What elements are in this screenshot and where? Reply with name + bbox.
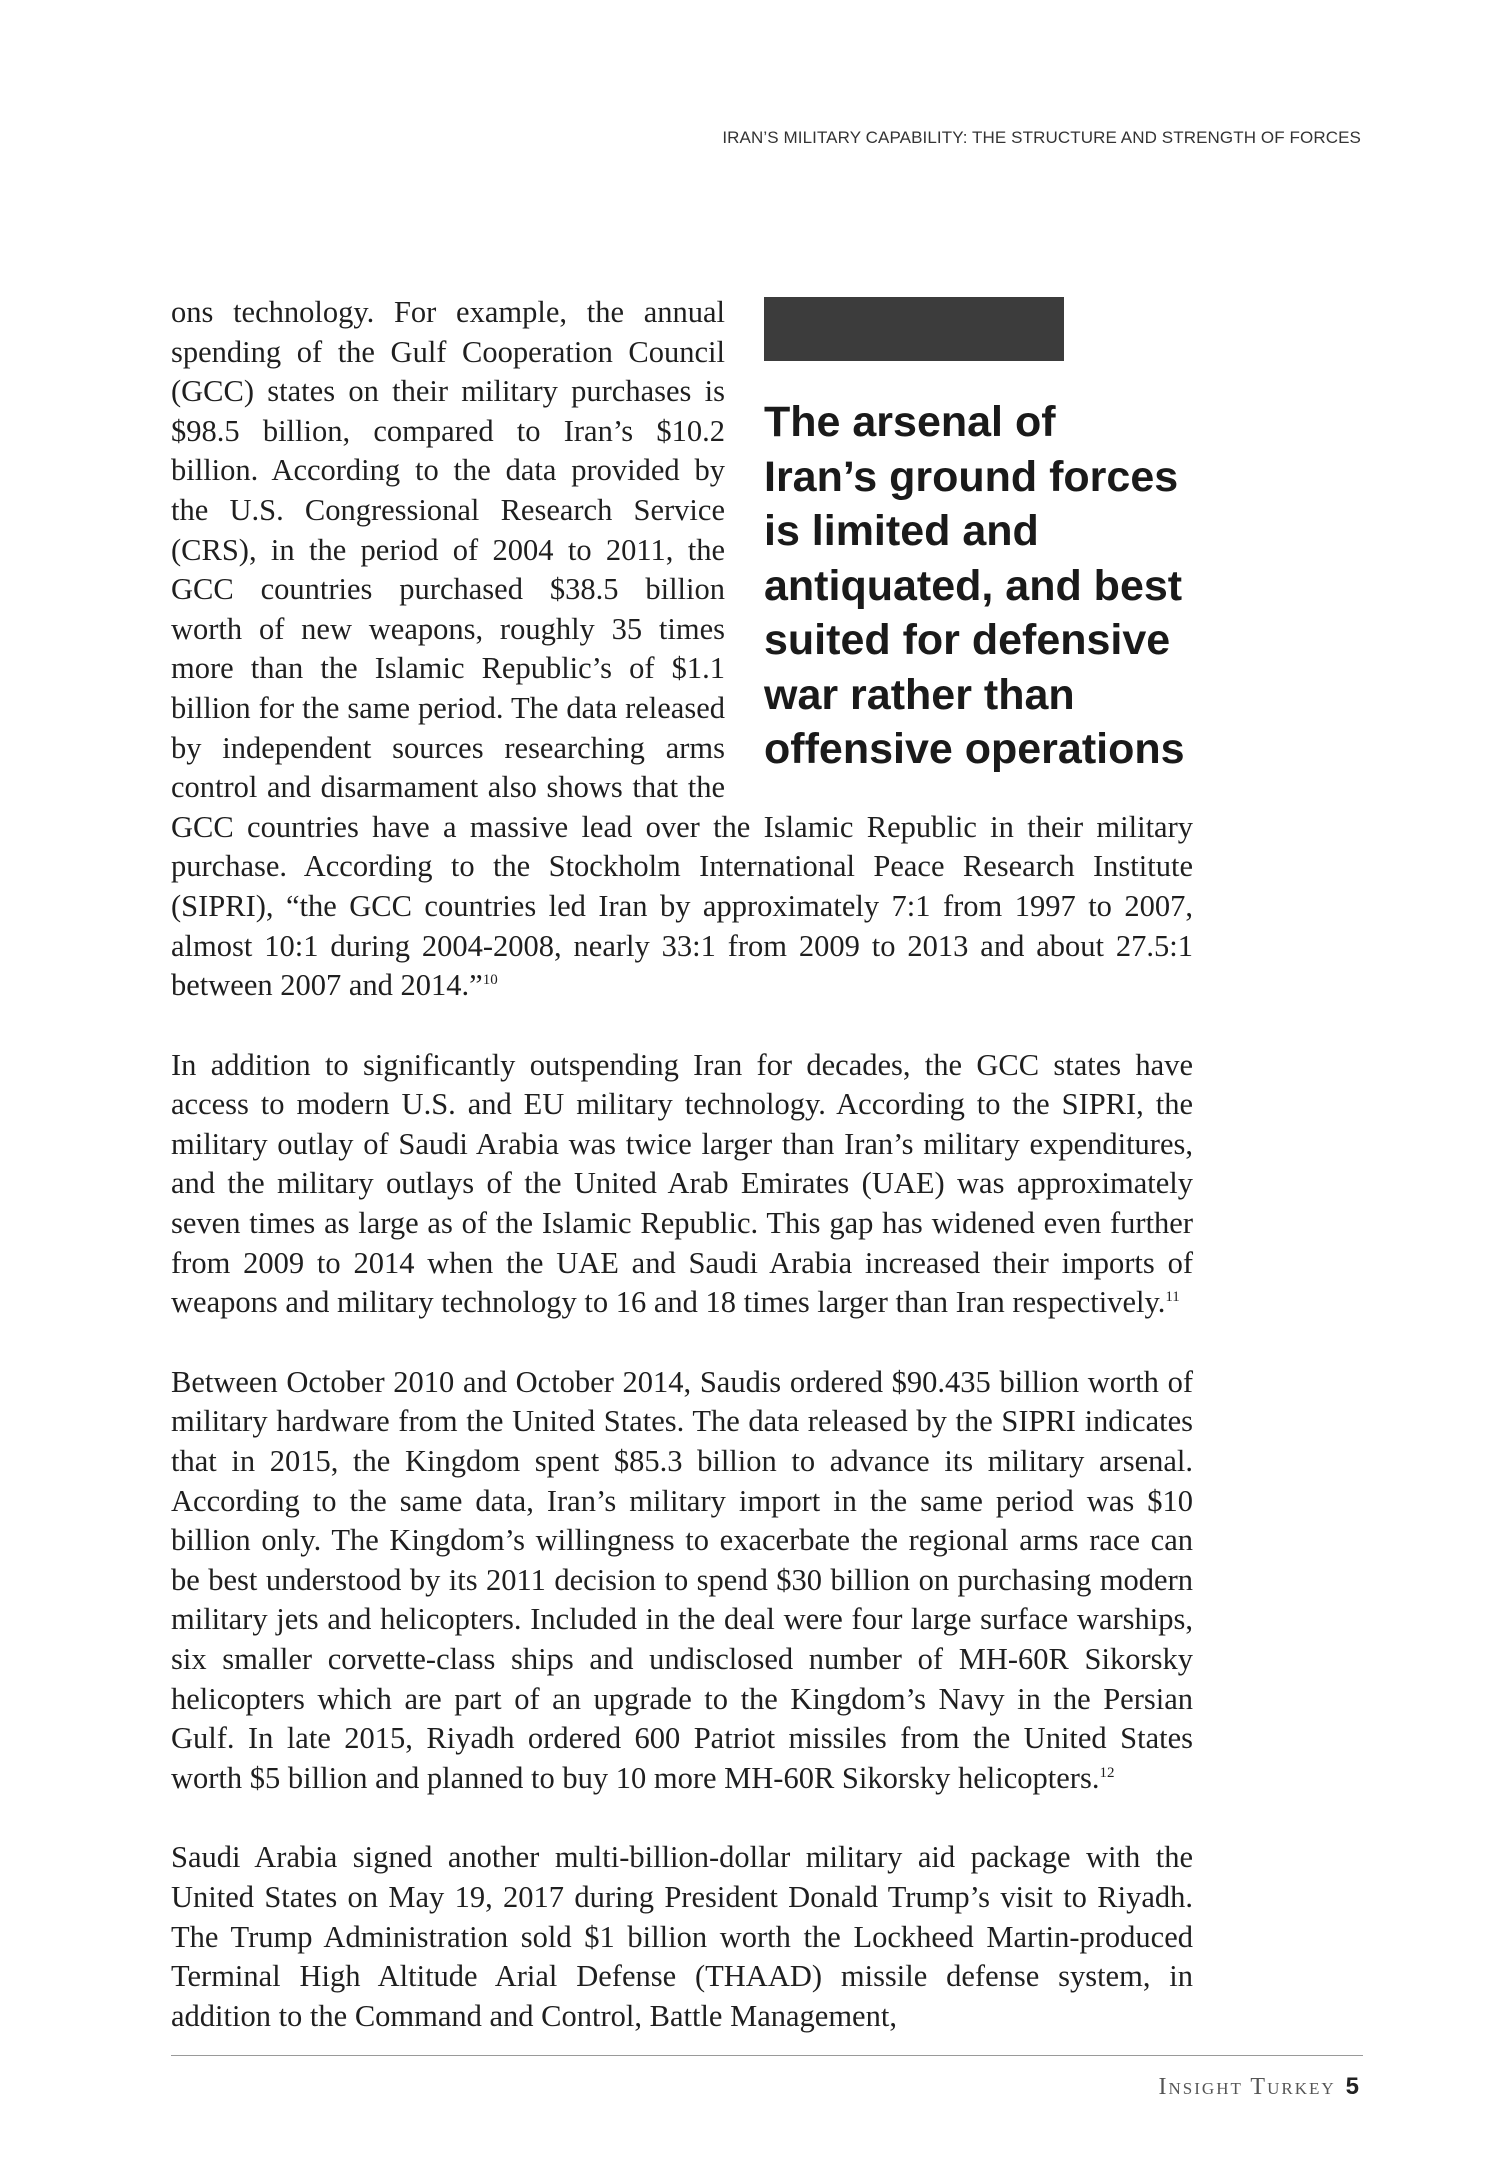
pull-quote-bar <box>764 297 1064 361</box>
paragraph-3 <box>171 1363 1193 1799</box>
paragraph-3-text: Between October 2010 and October 2014, Saudis ordered $90.435 billion worth of military hardware from the United States. The data released by the SIPRI indicates that in 2015, the Kingdom spent $85.3 billion to advance its military arsenal. According to the same data, Iran’s military import in the same period was $10 billion only. The Kingdom’s willingness to exacerbate the regional arms race can be best understood by its 2011 decision to spend $30 billion on purchasing modern military jets and helicopters. Included in the deal were four large surface warships, six smaller corvette-class ships and undisclosed number of MH-60R Sikorsky helicopters which are part of an upgrade to the Kingdom’s Navy in the Persian Gulf. In late 2015, Riyadh ordered 600 Patriot missiles from the United States worth $5 billion and planned to buy 10 more MH-60R Sikorsky helicopters. <box>171 1364 1193 1795</box>
footer-rule <box>171 2055 1363 2056</box>
article-body <box>171 293 1193 2076</box>
journal-name: Insight Turkey <box>1158 2074 1336 2100</box>
page-number: 5 <box>1345 2073 1359 2100</box>
running-header: IRAN’S MILITARY CAPABILITY: THE STRUCTURE AND STRENGTH OF FORCES <box>722 128 1361 147</box>
paragraph-2-text: In addition to significantly outspending Iran for decades, the GCC states have access to modern U.S. and EU military technology. According to the SIPRI, the military outlay of Saudi Arabia was twice larger than Iran’s military expenditures, and the military outlays of the United Arab Emirates (UAE) was approximately seven times as large as of the Islamic Republic. This gap has widened even further from 2009 to 2014 when the UAE and Saudi Arabia increased their imports of weapons and military technology to 16 and 18 times larger than Iran respectively. <box>171 1047 1193 1320</box>
pull-quote <box>761 297 1193 797</box>
paragraph-1-text: ons technology. For example, the annual spending of the Gulf Cooperation Council (GCC) states on their military purchases is $98.5 billion, compared to Iran’s $10.2 billion. According to the data provided by the U.S. Congressional Research Service (CRS), in the period of 2004 to 2011, the GCC countries purchased $38.5 billion worth of new weapons, roughly 35 times more than the Islamic Republic’s of $1.1 billion for the same period. The data released by independent sources researching arms control and disarmament also shows that the GCC countries have a massive lead over the Islamic Republic in their military purchase. According to the Stockholm International Peace Research Institute (SIPRI), “the GCC countries led Iran by approximately 7:1 from 1997 to 2007, almost 10:1 during 2004-2008, nearly 33:1 from 2009 to 2013 and about 27.5:1 between 2007 and 2014.” <box>171 295 1193 1003</box>
footnote-ref-11[interactable]: 11 <box>1165 1289 1180 1306</box>
footnote-ref-10[interactable]: 10 <box>482 971 498 988</box>
footnote-ref-12[interactable]: 12 <box>1099 1764 1115 1781</box>
paragraph-2 <box>171 1046 1193 1323</box>
paragraph-4 <box>171 1838 1193 2036</box>
pull-quote-text: The arsenal of Iran’s ground forces is limited and antiquated, and best suited for defensive war rather than offensive operations <box>764 398 1185 773</box>
footer <box>1159 2073 1359 2101</box>
paragraph-4-text: Saudi Arabia signed another multi-billion-dollar military aid package with the United States on May 19, 2017 during President Donald Trump’s visit to Riyadh. The Trump Administration sold $1 billion worth the Lockheed Martin-produced Terminal High Altitude Arial Defense (THAAD) missile defense system, in addition to the Command and Control, Battle Management, <box>171 1840 1193 2033</box>
